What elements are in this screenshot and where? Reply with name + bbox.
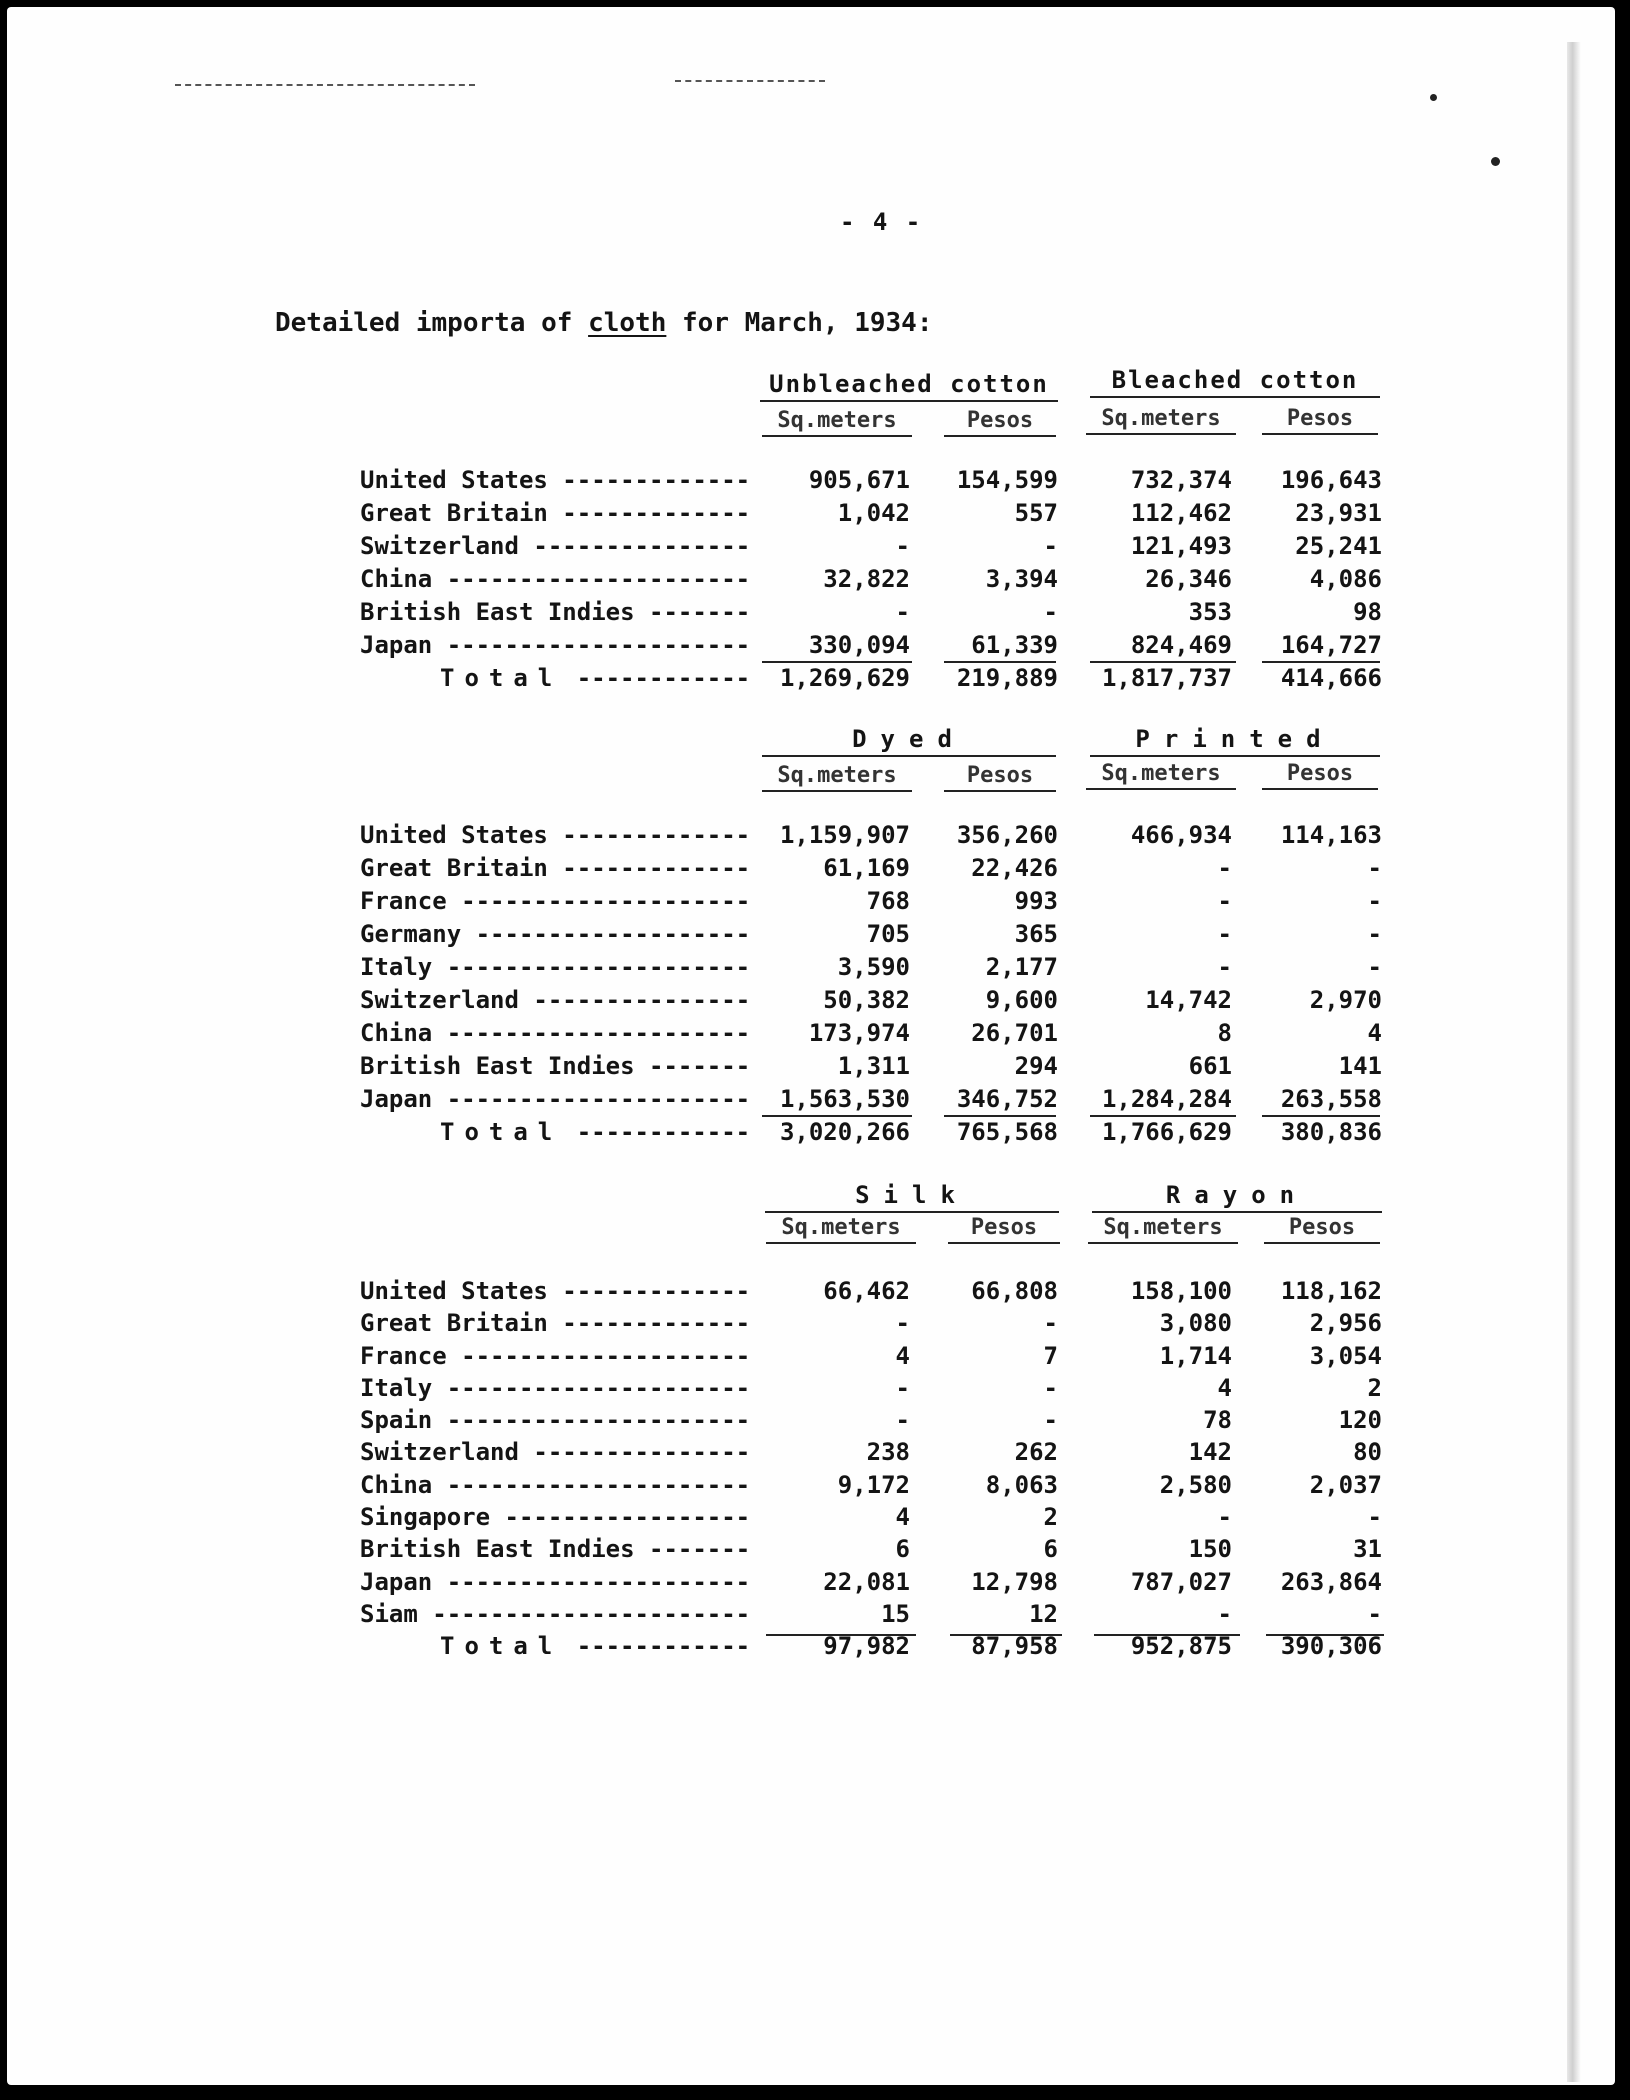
table-row (0, 821, 1630, 854)
cell-unbleached-pesos: 3,394 (985, 565, 1058, 593)
title-prefix: Detailed importa of (275, 308, 589, 338)
table-row (0, 598, 1630, 631)
cell-bleached-pesos: 23,931 (1295, 499, 1382, 527)
cell-unbleached-sq-meters: - (895, 532, 910, 560)
cell-rayon-pesos: 80 (1353, 1438, 1382, 1467)
table-row (0, 1600, 1630, 1632)
cell-unbleached-pesos: 154,599 (956, 466, 1058, 494)
cell-bleached-sq-meters: 26,346 (1145, 565, 1232, 593)
cell-silk-sq-meters: - (895, 1406, 910, 1435)
cell-unbleached-sq-meters: 1,042 (837, 499, 910, 527)
cell-bleached-pesos: 25,241 (1295, 532, 1382, 560)
cell-printed-sq-meters: - (1217, 920, 1232, 948)
table-row (0, 1374, 1630, 1406)
cell-dyed-pesos: 993 (1014, 887, 1058, 915)
table-row (0, 1568, 1630, 1600)
title-underlined-word: cloth (588, 308, 667, 338)
group-header-silk: Silk (765, 1181, 1059, 1213)
country-label: Switzerland ----- (360, 986, 752, 1014)
country-label: Switzerland ----- (360, 1438, 752, 1466)
table-row (0, 854, 1630, 887)
column-header-pesos: Pesos (944, 408, 1056, 437)
cell-rayon-sq-meters: 4 (1217, 1373, 1232, 1402)
ink-spot (1491, 157, 1500, 166)
sum-rule (944, 661, 1056, 663)
cell-rayon-sq-meters: 1,714 (1159, 1341, 1232, 1370)
cell-unbleached-sq-meters: - (895, 598, 910, 626)
cell-silk-sq-meters: 238 (866, 1438, 910, 1467)
cell-dyed-sq-meters: 1,159,907 (779, 821, 910, 849)
sum-rule (1262, 661, 1380, 663)
cell-printed-sq-meters: 661 (1188, 1052, 1232, 1080)
cell-dyed-sq-meters: 3,590 (837, 953, 910, 981)
total-bleached-pesos: 414,666 (1280, 664, 1382, 692)
cell-dyed-sq-meters: 50,382 (823, 986, 910, 1014)
column-header-sq-meters: Sq.meters (1086, 406, 1236, 435)
table-row (0, 1277, 1630, 1309)
total-unbleached-pesos: 219,889 (956, 664, 1058, 692)
country-label: Siam ----- (360, 1600, 752, 1628)
country-label: Japan ----- (360, 1085, 752, 1113)
sum-rule (1262, 1115, 1380, 1117)
cell-bleached-pesos: 164,727 (1280, 631, 1382, 659)
table-row (0, 532, 1630, 565)
total-label: Total ----- (440, 664, 752, 692)
cell-dyed-pesos: 26,701 (971, 1019, 1058, 1047)
country-label: United States ----- (360, 466, 752, 494)
cell-silk-pesos: 262 (1014, 1438, 1058, 1467)
cell-silk-sq-meters: 4 (895, 1503, 910, 1532)
cell-rayon-pesos: 2 (1367, 1373, 1382, 1402)
cell-rayon-pesos: 31 (1353, 1535, 1382, 1564)
cell-bleached-pesos: 98 (1353, 598, 1382, 626)
country-label: Switzerland ----- (360, 532, 752, 560)
cell-rayon-sq-meters: 158,100 (1130, 1277, 1232, 1305)
cell-printed-sq-meters: 466,934 (1130, 821, 1232, 849)
table-row (0, 1019, 1630, 1052)
data-rows (0, 821, 1630, 1151)
total-dyed-pesos: 765,568 (956, 1118, 1058, 1146)
country-label: British East Indies ----- (360, 1535, 752, 1563)
cell-rayon-pesos: - (1367, 1503, 1382, 1532)
cell-silk-pesos: 2 (1043, 1503, 1058, 1532)
table-row (0, 1438, 1630, 1470)
cell-printed-sq-meters: 1,284,284 (1101, 1085, 1232, 1113)
cell-unbleached-sq-meters: 905,671 (808, 466, 910, 494)
cell-rayon-sq-meters: - (1217, 1599, 1232, 1628)
cell-silk-sq-meters: 66,462 (823, 1277, 910, 1305)
country-label: China ----- (360, 1019, 752, 1047)
cell-dyed-pesos: 9,600 (985, 986, 1058, 1014)
group-header-printed: Printed (1090, 725, 1380, 757)
country-label: United States ----- (360, 1277, 752, 1305)
cell-silk-pesos: 8,063 (985, 1470, 1058, 1499)
country-label: Spain ----- (360, 1406, 752, 1434)
cell-printed-pesos: 114,163 (1280, 821, 1382, 849)
cell-bleached-sq-meters: 353 (1188, 598, 1232, 626)
cell-unbleached-sq-meters: 330,094 (808, 631, 910, 659)
cell-rayon-pesos: 263,864 (1280, 1567, 1382, 1596)
table-row (0, 953, 1630, 986)
column-header-sq-meters: Sq.meters (766, 1215, 916, 1244)
total-silk-sq-meters: 97,982 (823, 1632, 910, 1661)
table-row (0, 1309, 1630, 1341)
country-label: Germany ----- (360, 920, 752, 948)
group-header-rayon: Rayon (1092, 1181, 1382, 1213)
column-header-pesos: Pesos (1262, 761, 1378, 790)
cell-dyed-pesos: 294 (1014, 1052, 1058, 1080)
table-row (0, 466, 1630, 499)
cell-unbleached-pesos: - (1043, 598, 1058, 626)
total-printed-pesos: 380,836 (1280, 1118, 1382, 1146)
country-label: British East Indies ----- (360, 1052, 752, 1080)
country-label: British East Indies ----- (360, 598, 752, 626)
cell-printed-pesos: 4 (1367, 1019, 1382, 1047)
table-row (0, 499, 1630, 532)
total-label: Total ----- (440, 1118, 752, 1146)
cell-unbleached-pesos: - (1043, 532, 1058, 560)
country-label: Italy ----- (360, 953, 752, 981)
country-label: Great Britain ----- (360, 499, 752, 527)
cell-silk-pesos: 66,808 (971, 1277, 1058, 1305)
total-printed-sq-meters: 1,766,629 (1101, 1118, 1232, 1146)
table-row (0, 1085, 1630, 1118)
column-header-sq-meters: Sq.meters (762, 408, 912, 437)
country-label: United States ----- (360, 821, 752, 849)
cell-printed-sq-meters: 8 (1217, 1019, 1232, 1047)
column-header-sq-meters: Sq.meters (762, 763, 912, 792)
cell-silk-pesos: - (1043, 1406, 1058, 1435)
table-row (0, 1471, 1630, 1503)
country-label: Great Britain ----- (360, 854, 752, 882)
country-label: Japan ----- (360, 631, 752, 659)
sum-rule (1090, 661, 1236, 663)
cell-rayon-pesos: - (1367, 1599, 1382, 1628)
cell-silk-sq-meters: 9,172 (837, 1470, 910, 1499)
country-label: France ----- (360, 1342, 752, 1370)
table-row (0, 565, 1630, 598)
cell-rayon-pesos: 120 (1338, 1406, 1382, 1435)
document-title (275, 308, 932, 338)
page-number: - 4 - (840, 208, 923, 236)
sum-rule (766, 1634, 916, 1636)
cell-rayon-sq-meters: 142 (1188, 1438, 1232, 1467)
cell-silk-sq-meters: 4 (895, 1341, 910, 1370)
column-header-sq-meters: Sq.meters (1086, 761, 1236, 790)
cell-silk-sq-meters: - (895, 1373, 910, 1402)
cell-silk-sq-meters: - (895, 1309, 910, 1338)
title-suffix: for March, 1934: (666, 308, 933, 338)
top-dash-mark-right (675, 80, 825, 82)
cell-rayon-sq-meters: - (1217, 1503, 1232, 1532)
cell-silk-pesos: 12 (1029, 1599, 1058, 1628)
cell-printed-sq-meters: - (1217, 854, 1232, 882)
total-row (0, 1118, 1630, 1151)
group-header-unbleached-cotton: Unbleached cotton (760, 370, 1058, 402)
sum-rule (762, 1115, 912, 1117)
cell-rayon-pesos: 2,037 (1309, 1470, 1382, 1499)
cell-printed-sq-meters: 14,742 (1145, 986, 1232, 1014)
cell-printed-sq-meters: - (1217, 887, 1232, 915)
cell-dyed-pesos: 22,426 (971, 854, 1058, 882)
cell-bleached-pesos: 4,086 (1309, 565, 1382, 593)
column-header-pesos: Pesos (944, 763, 1056, 792)
table-row (0, 1535, 1630, 1567)
total-label: Total ----- (440, 1632, 752, 1660)
cell-bleached-sq-meters: 112,462 (1130, 499, 1232, 527)
cell-bleached-sq-meters: 121,493 (1130, 532, 1232, 560)
cell-dyed-sq-meters: 705 (866, 920, 910, 948)
total-rayon-pesos: 390,306 (1280, 1632, 1382, 1661)
cell-silk-pesos: 7 (1043, 1341, 1058, 1370)
cell-dyed-sq-meters: 61,169 (823, 854, 910, 882)
total-silk-pesos: 87,958 (971, 1632, 1058, 1661)
total-row (0, 664, 1630, 697)
column-header-pesos: Pesos (1262, 406, 1378, 435)
cell-silk-sq-meters: 15 (881, 1599, 910, 1628)
total-dyed-sq-meters: 3,020,266 (779, 1118, 910, 1146)
sum-rule (762, 661, 912, 663)
cell-dyed-sq-meters: 1,563,530 (779, 1085, 910, 1113)
cell-bleached-sq-meters: 732,374 (1130, 466, 1232, 494)
cell-printed-pesos: - (1367, 953, 1382, 981)
cell-dyed-pesos: 365 (1014, 920, 1058, 948)
ink-spot (1430, 94, 1437, 101)
column-header-sq-meters: Sq.meters (1088, 1215, 1238, 1244)
group-header-dyed: Dyed (762, 725, 1056, 757)
cell-printed-sq-meters: - (1217, 953, 1232, 981)
country-label: Singapore ----- (360, 1503, 752, 1531)
total-rayon-sq-meters: 952,875 (1130, 1632, 1232, 1661)
country-label: Italy ----- (360, 1374, 752, 1402)
cell-unbleached-pesos: 61,339 (971, 631, 1058, 659)
cell-rayon-sq-meters: 3,080 (1159, 1309, 1232, 1338)
table-row (0, 1406, 1630, 1438)
data-rows (0, 1277, 1630, 1665)
cell-rayon-pesos: 3,054 (1309, 1341, 1382, 1370)
total-bleached-sq-meters: 1,817,737 (1101, 664, 1232, 692)
cell-silk-pesos: 6 (1043, 1535, 1058, 1564)
cell-rayon-sq-meters: 2,580 (1159, 1470, 1232, 1499)
cell-silk-sq-meters: 6 (895, 1535, 910, 1564)
cell-rayon-pesos: 118,162 (1280, 1277, 1382, 1305)
cell-rayon-pesos: 2,956 (1309, 1309, 1382, 1338)
cell-printed-pesos: - (1367, 854, 1382, 882)
column-header-pesos: Pesos (948, 1215, 1060, 1244)
cell-printed-pesos: - (1367, 887, 1382, 915)
cell-rayon-sq-meters: 78 (1203, 1406, 1232, 1435)
cell-dyed-sq-meters: 768 (866, 887, 910, 915)
cell-unbleached-sq-meters: 32,822 (823, 565, 910, 593)
cell-printed-pesos: 141 (1338, 1052, 1382, 1080)
table-row (0, 887, 1630, 920)
table-row (0, 920, 1630, 953)
table-row (0, 1503, 1630, 1535)
table-row (0, 631, 1630, 664)
country-label: France ----- (360, 887, 752, 915)
total-unbleached-sq-meters: 1,269,629 (779, 664, 910, 692)
cell-rayon-sq-meters: 787,027 (1130, 1567, 1232, 1596)
sum-rule (1094, 1634, 1240, 1636)
cell-printed-pesos: - (1367, 920, 1382, 948)
table-row (0, 1342, 1630, 1374)
country-label: Japan ----- (360, 1568, 752, 1596)
cell-dyed-pesos: 346,752 (956, 1085, 1058, 1113)
sum-rule (1266, 1634, 1384, 1636)
group-header-bleached-cotton: Bleached cotton (1090, 366, 1380, 398)
country-label: China ----- (360, 1471, 752, 1499)
column-header-pesos: Pesos (1264, 1215, 1380, 1244)
total-row (0, 1632, 1630, 1664)
cell-dyed-pesos: 356,260 (956, 821, 1058, 849)
cell-bleached-sq-meters: 824,469 (1130, 631, 1232, 659)
sum-rule (950, 1634, 1062, 1636)
cell-dyed-pesos: 2,177 (985, 953, 1058, 981)
cell-unbleached-pesos: 557 (1014, 499, 1058, 527)
sum-rule (944, 1115, 1056, 1117)
cell-silk-sq-meters: 22,081 (823, 1567, 910, 1596)
cell-dyed-sq-meters: 1,311 (837, 1052, 910, 1080)
country-label: China ----- (360, 565, 752, 593)
table-row (0, 1052, 1630, 1085)
cell-silk-pesos: - (1043, 1309, 1058, 1338)
table-row (0, 986, 1630, 1019)
cell-printed-pesos: 263,558 (1280, 1085, 1382, 1113)
cell-silk-pesos: - (1043, 1373, 1058, 1402)
cell-printed-pesos: 2,970 (1309, 986, 1382, 1014)
cell-silk-pesos: 12,798 (971, 1567, 1058, 1596)
top-dash-mark-left (175, 84, 475, 86)
cell-rayon-sq-meters: 150 (1188, 1535, 1232, 1564)
country-label: Great Britain ----- (360, 1309, 752, 1337)
cell-bleached-pesos: 196,643 (1280, 466, 1382, 494)
sum-rule (1090, 1115, 1236, 1117)
cell-dyed-sq-meters: 173,974 (808, 1019, 910, 1047)
